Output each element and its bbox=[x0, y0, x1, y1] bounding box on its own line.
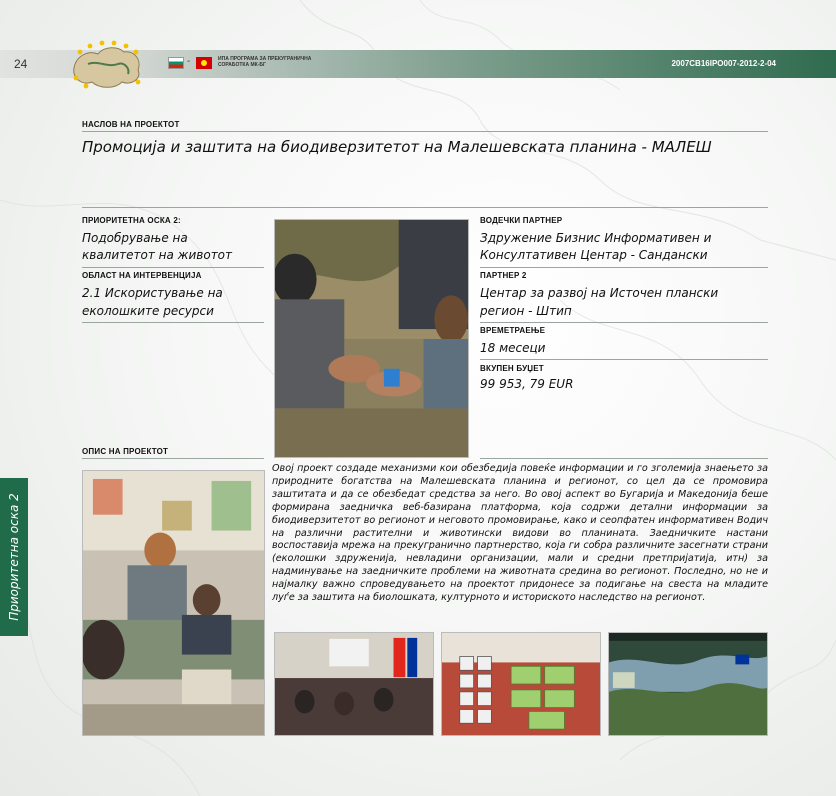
intervention-rule bbox=[82, 322, 264, 323]
partner2-line-2: регион - Штип bbox=[480, 304, 572, 318]
priority-value-line-1: Подобрување на bbox=[82, 231, 188, 245]
priority-value-line-2: квалитетот на животот bbox=[82, 248, 233, 262]
project-code: 2007CB16IPO007-2012-2-04 bbox=[671, 59, 776, 68]
project-title: Промоција и заштита на биодиверзитетот на Малешевската планина - МАЛЕШ bbox=[82, 138, 712, 156]
event-photo bbox=[274, 632, 434, 736]
priority-label: ПРИОРИТЕТНА ОСКА 2: bbox=[82, 216, 181, 225]
partner2-rule bbox=[480, 322, 768, 323]
flag-separator: - bbox=[187, 56, 191, 67]
description-rule-left bbox=[82, 458, 264, 459]
priority-rule bbox=[82, 267, 264, 268]
partner2-label: ПАРТНЕР 2 bbox=[480, 271, 527, 280]
section-divider bbox=[82, 207, 768, 208]
budget-label: ВКУПЕН БУЏЕТ bbox=[480, 364, 544, 373]
budget-value: 99 953, 79 EUR bbox=[480, 377, 574, 391]
side-tab-label: Приоритетна оска 2 bbox=[7, 493, 21, 621]
lead-partner-label: ВОДЕЧКИ ПАРТНЕР bbox=[480, 216, 563, 225]
partner2-line-1: Центар за развој на Источен плански bbox=[480, 286, 719, 300]
description-label: ОПИС НА ПРОЕКТОТ bbox=[82, 447, 169, 456]
page-number: 24 bbox=[14, 57, 28, 71]
classroom-photo bbox=[82, 470, 265, 736]
duration-label: ВРЕМЕТРАЕЊЕ bbox=[480, 326, 546, 335]
duration-rule bbox=[480, 359, 768, 360]
bulgaria-flag-icon bbox=[168, 57, 184, 69]
program-name: ИПА ПРОГРАМА ЗА ПРЕКУГРАНИЧНА СОРАБОТКА МК-БГ bbox=[218, 56, 312, 68]
intervention-value-line-1: 2.1 Искористување на bbox=[82, 286, 223, 300]
lead-rule bbox=[480, 267, 768, 268]
title-label: НАСЛОВ НА ПРОЕКТОТ bbox=[82, 120, 180, 129]
lead-partner-line-1: Здружение Бизнис Информативен и bbox=[480, 231, 712, 245]
priority-axis-side-tab bbox=[0, 478, 28, 636]
materials-photo bbox=[441, 632, 601, 736]
duration-value: 18 месеци bbox=[480, 341, 546, 355]
macedonia-flag-icon bbox=[196, 57, 212, 69]
project-description: Овој проект создаде механизми кои обезбедија повеќе информации и го зголемија знаењето за природните богатства на Малешевската планина и регионот, со цел да се промовира заштитата и да се обезбедат средства за него. Во овој аспект во Бугарија и Македонија беше формирана заедничка веб-базирана платформа, која содржи детални информации за биодиверзитетот во регионот и неговото промовирање, како и сеопфатен информативен Водич на различни растителни и животински видови во планината. Заедничките настани воспоставија мрежа на прекугранично партнерство, која ги собра различните засегнати страни (еколошки здруженија, невладини организации, мали и средни претпријатија, итн) за надминување на заедничките проблеми на животната средина во регионот. Последно, но не и најмалку важно спроведувањето на проектот придонесе за подигање на свеста на младите луѓе за заштита на биолошката, културното и историското наследство на регионот. bbox=[272, 463, 768, 604]
program-logo-icon bbox=[68, 38, 146, 92]
lead-partner-line-2: Консултативен Центар - Сандански bbox=[480, 248, 708, 262]
intervention-value-line-2: еколошките ресурси bbox=[82, 304, 214, 318]
website-screenshot bbox=[608, 632, 768, 736]
intervention-label: ОБЛАСТ НА ИНТЕРВЕНЦИЈА bbox=[82, 271, 202, 280]
title-rule bbox=[82, 131, 768, 132]
description-rule-right bbox=[480, 458, 768, 459]
main-photo bbox=[274, 219, 469, 458]
